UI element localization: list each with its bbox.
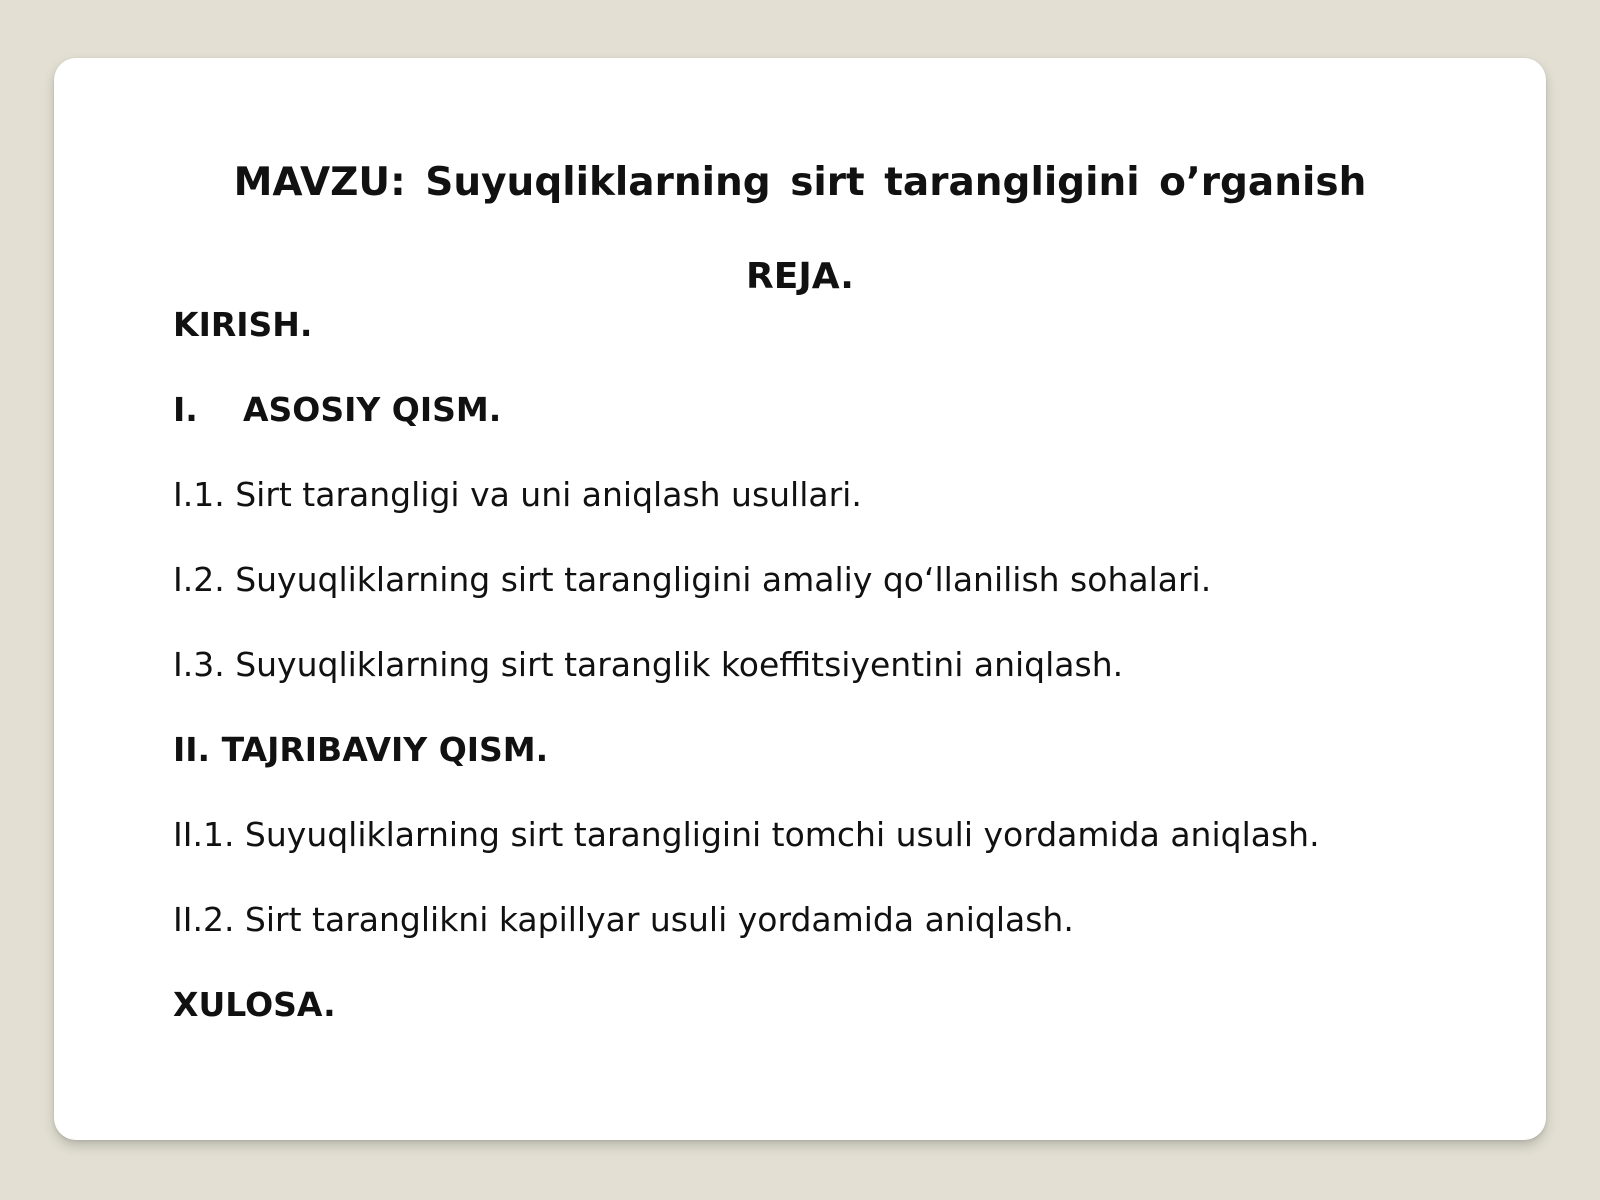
section-main-part-number: I. (173, 390, 198, 429)
outline-item-1-2: I.2. Suyuqliklarning sirt tarangligini amaliy qo‘llanilish sohalari. (173, 560, 1212, 599)
section-main-part-label: ASOSIY QISM. (243, 390, 502, 429)
section-conclusion: XULOSA. (173, 985, 336, 1024)
outline-item-1-3: I.3. Suyuqliklarning sirt taranglik koeffitsiyentini aniqlash. (173, 645, 1124, 684)
section-intro: KIRISH. (173, 305, 313, 344)
section-main-part (173, 390, 501, 430)
outline-item-1-1: I.1. Sirt tarangligi va uni aniqlash usullari. (173, 475, 862, 514)
outline-item-2-2: II.2. Sirt taranglikni kapillyar usuli yordamida aniqlash. (173, 900, 1074, 939)
plan-heading: REJA. (746, 256, 854, 297)
outline-item-2-1: II.1. Suyuqliklarning sirt tarangligini tomchi usuli yordamida aniqlash. (173, 815, 1320, 854)
section-experimental-part: II. TAJRIBAVIY QISM. (173, 730, 549, 769)
document-title: MAVZU: Suyuqliklarning sirt tarangligini o’rganish (233, 160, 1367, 205)
